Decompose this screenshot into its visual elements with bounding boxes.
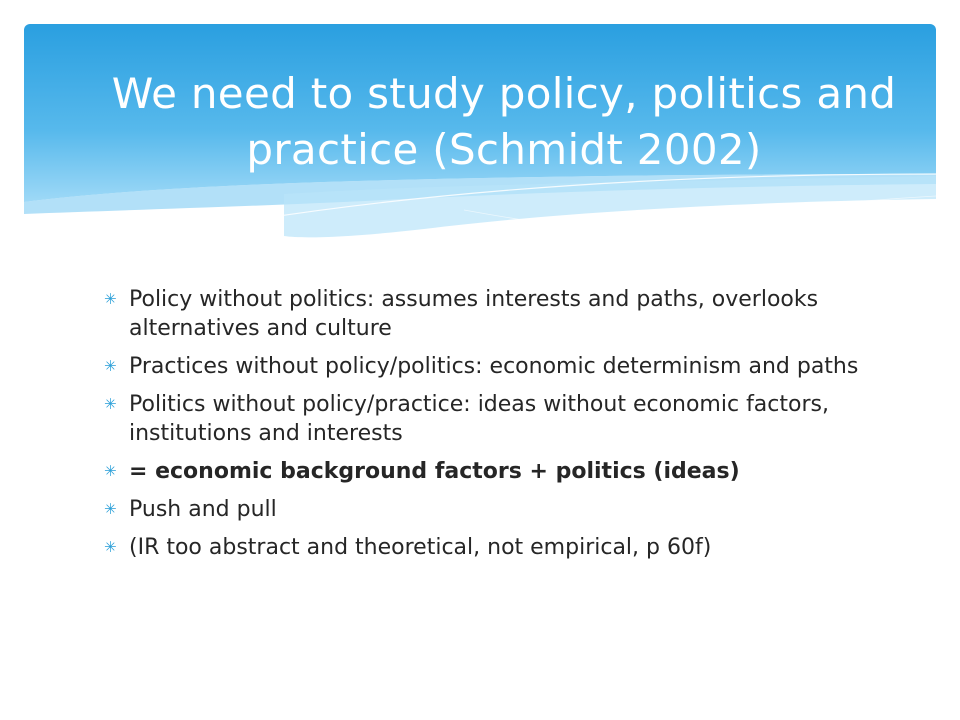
- bullet-item: [104, 285, 864, 343]
- bullet-text: Push and pull: [129, 497, 277, 522]
- bullet-item: [104, 352, 864, 381]
- asterisk-bullet-icon: ✳: [104, 357, 117, 375]
- bullet-item: [104, 533, 864, 562]
- bullet-text: Politics without policy/practice: ideas without economic factors, institutions and interests: [129, 392, 829, 446]
- bullet-item: [104, 390, 864, 448]
- asterisk-bullet-icon: ✳: [104, 500, 117, 518]
- bullet-text: Practices without policy/politics: economic determinism and paths: [129, 354, 859, 379]
- bullet-text: (IR too abstract and theoretical, not empirical, p 60f): [129, 535, 712, 560]
- title-banner: [24, 24, 936, 264]
- page-title: We need to study policy, politics and practice (Schmidt 2002): [111, 69, 897, 174]
- asterisk-bullet-icon: ✳: [104, 538, 117, 556]
- bullet-text: = economic background factors + politics (ideas): [129, 459, 740, 484]
- bullet-list: [104, 285, 864, 571]
- bullet-item: [104, 495, 864, 524]
- bullet-item-emphasis: [104, 457, 864, 486]
- asterisk-bullet-icon: ✳: [104, 290, 117, 308]
- asterisk-bullet-icon: ✳: [104, 395, 117, 413]
- bullet-text: Policy without politics: assumes interests and paths, overlooks alternatives and culture: [129, 287, 819, 341]
- asterisk-bullet-icon: ✳: [104, 462, 117, 480]
